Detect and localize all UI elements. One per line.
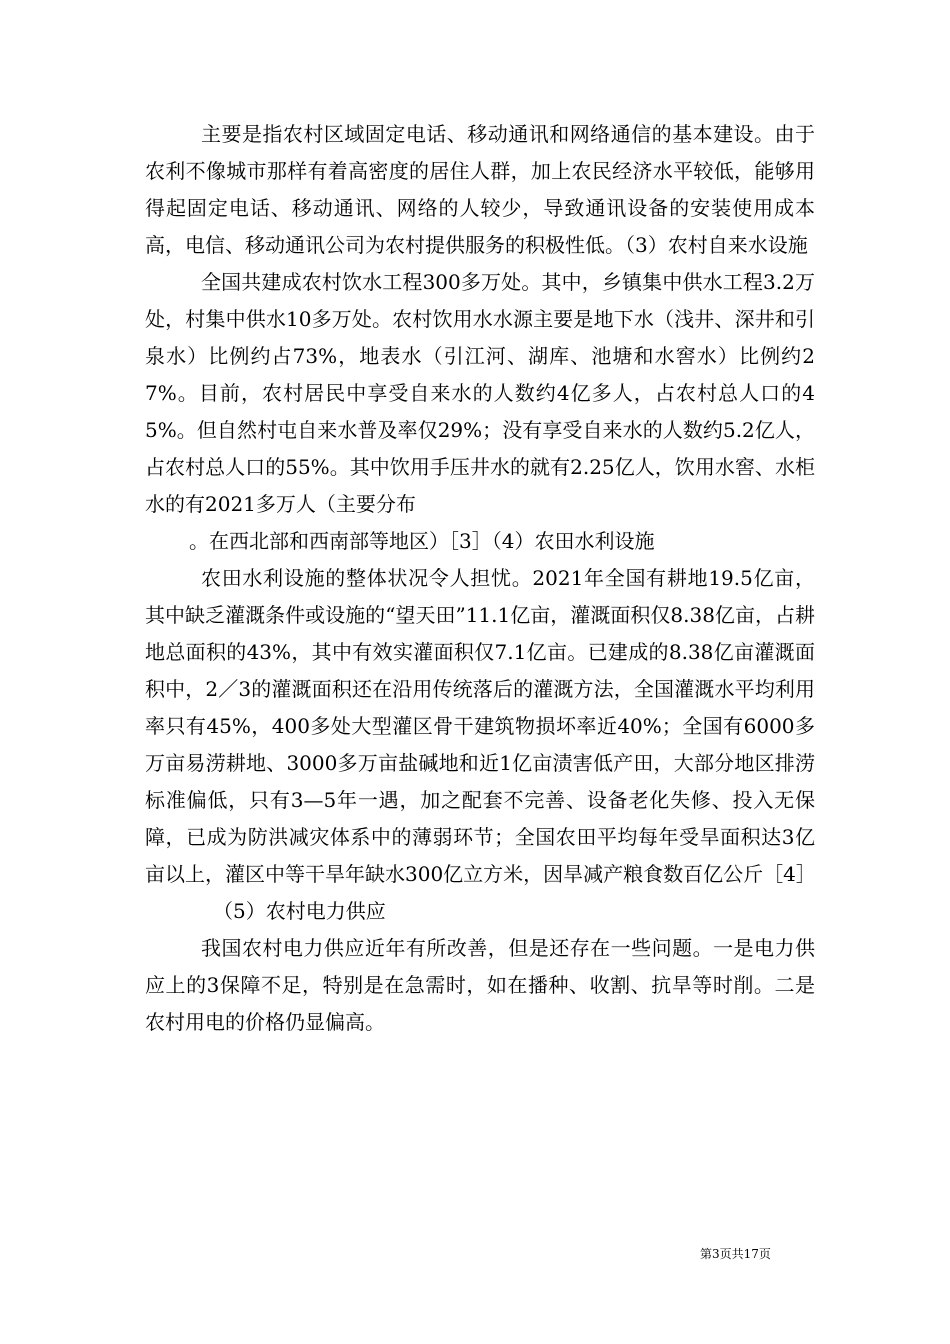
section-heading-power-supply: （5）农村电力供应 (213, 899, 386, 923)
paragraph-continuation: 。在西北部和西南部等地区）［3］（4）农田水利设施 (189, 529, 655, 553)
paragraph-power-supply: 我国农村电力供应近年有所改善，但是还存在一些问题。一是电力供应上的3保障不足，特别是在急需时，如在播种、收割、抗旱等时削。二是农村用电的价格仍显偏高。 (145, 936, 815, 1034)
body-text (145, 116, 815, 1041)
paragraph-irrigation: 农田水利设施的整体状况令人担忧。2021年全国有耕地19.5亿亩，其中缺乏灌溉条件或设施的“望天田”11.1亿亩，灌溉面积仅8.38亿亩，占耕地总面积的43%，其中有效实灌面积仅7.1亿亩。已建成的8.38亿亩灌溉面积中，2／3的灌溉面积还在沿用传统落后的灌溉方法，全国灌溉水平均利用率只有45%，400多处大型灌区骨干建筑物损坏率近40%；全国有6000多万亩易涝耕地、3000多万亩盐碱地和近1亿亩渍害低产田，大部分地区排涝标准偏低，只有3—5年一遇，加之配套不完善、设备老化失修、投入无保障，已成为防洪减灾体系中的薄弱环节；全国农田平均每年受旱面积达3亿亩以上，灌区中等干旱年缺水300亿立方米，因旱减产粮食数百亿公斤［4］ (145, 566, 816, 886)
paragraph-tap-water: 全国共建成农村饮水工程300多万处。其中，乡镇集中供水工程3.2万处，村集中供水10多万处。农村饮用水水源主要是地下水（浅井、深井和引泉水）比例约占73%，地表水（引江河、湖库、池塘和水窖水）比例约27%。目前，农村居民中享受自来水的人数约4亿多人，占农村总人口的45%。但自然村屯自来水普及率仅29%；没有享受自来水的人数约5.2亿人，占农村总人口的55%。其中饮用手压井水的就有2.25亿人，饮用水窖、水柜水的有2021多万人（主要分布 (145, 270, 815, 516)
page-number-footer: 第3页共17页 (700, 1247, 771, 1261)
paragraph-communications: 主要是指农村区域固定电话、移动通讯和网络通信的基本建设。由于农利不像城市那样有着高密度的居住人群，加上农民经济水平较低，能够用得起固定电话、移动通讯、网络的人较少，导致通讯设备的安装使用成本高，电信、移动通讯公司为农村提供服务的积极性低。（3）农村自来水设施 (145, 122, 815, 257)
